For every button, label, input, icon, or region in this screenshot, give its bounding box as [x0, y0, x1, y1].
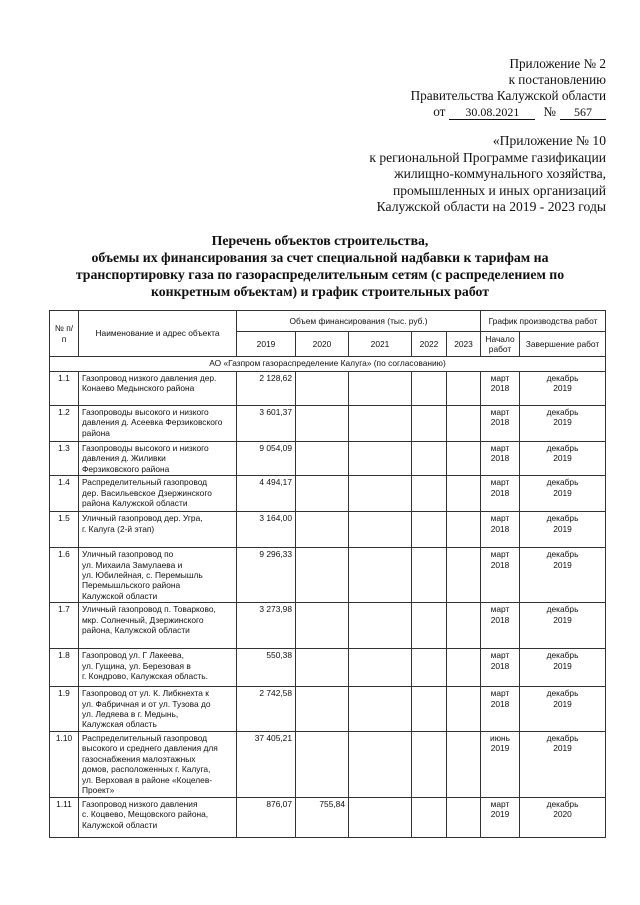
end-date [520, 476, 606, 512]
amount-2022 [412, 512, 447, 548]
row-number: 1.3 [50, 442, 79, 476]
amount-2023 [447, 797, 481, 837]
amount-2020 [296, 406, 349, 442]
start-date [481, 548, 520, 603]
object-name-line: с. Коцвево, Мещовского района, [82, 809, 209, 820]
amount-2020 [296, 512, 349, 548]
amount-2021 [349, 476, 412, 512]
table-row [50, 442, 606, 476]
start-date [481, 442, 520, 476]
amount-2019: 876,07 [237, 797, 296, 837]
amount-2022 [412, 687, 447, 732]
end-date-part: 2019 [553, 614, 572, 625]
end-date-part: декабрь [546, 407, 579, 417]
appendix-10-block [330, 133, 606, 216]
object-name [79, 512, 237, 548]
amount-2023 [447, 476, 481, 512]
start-date-part: 2018 [490, 523, 510, 534]
decree-date: 30.08.2021 [449, 106, 535, 120]
object-name [79, 548, 237, 603]
start-date-part: март [490, 373, 510, 383]
row-number: 1.7 [50, 603, 79, 649]
object-name-line: Газопровод от ул. К. Либкнехта к [82, 688, 209, 699]
end-date-part: декабрь [546, 373, 579, 383]
title-line: Перечень объектов строительства, [211, 233, 429, 248]
amount-2021 [349, 548, 412, 603]
header-year-2021: 2021 [349, 332, 412, 357]
end-date-part: 2020 [553, 809, 572, 820]
amount-2021 [349, 372, 412, 406]
object-name-line: ул. Гущина, ул. Березовая в [82, 660, 191, 671]
amount-2022 [412, 548, 447, 603]
amount-2023 [447, 512, 481, 548]
header-year-2019: 2019 [237, 332, 296, 357]
amount-2020 [296, 731, 349, 797]
start-date [481, 649, 520, 687]
header-year-2023: 2023 [447, 332, 481, 357]
end-date [520, 731, 606, 797]
end-date [520, 687, 606, 732]
object-name-line: Газопровод низкого давления [82, 798, 198, 809]
table-row [50, 512, 606, 548]
appendix-2-date-line [400, 104, 606, 120]
object-name-line: ул. Верховая в районе «Коцелев- [82, 774, 213, 785]
object-name-line: района Калужской области [82, 498, 188, 509]
appendix-10-line: жилищно-коммунального хозяйства, [394, 166, 606, 182]
end-date [520, 603, 606, 649]
amount-2023 [447, 603, 481, 649]
end-date [520, 797, 606, 837]
number-label: № [543, 104, 556, 119]
start-date-part: март [490, 604, 510, 615]
object-name-line: г. Кондрово, Калужская область. [82, 671, 208, 682]
object-name-line: ул. Фабричная и от ул. Тузова до [82, 698, 211, 709]
end-date-part: декабрь [546, 513, 579, 524]
end-date [520, 548, 606, 603]
object-name-line: ул. Юбилейная, с. Перемышль [82, 570, 203, 581]
amount-2021 [349, 649, 412, 687]
table-row [50, 649, 606, 687]
amount-2021 [349, 603, 412, 649]
row-number: 1.10 [50, 731, 79, 797]
object-name-line: Газопровод низкого давления дер. [82, 373, 217, 383]
amount-2021 [349, 512, 412, 548]
amount-2020 [296, 687, 349, 732]
start-date-part: 2019 [490, 809, 510, 820]
amount-2020 [296, 548, 349, 603]
end-date [520, 649, 606, 687]
amount-2022 [412, 406, 447, 442]
start-date-part: 2018 [490, 487, 510, 498]
end-date [520, 512, 606, 548]
start-date-part: 2018 [490, 698, 510, 709]
appendix-10-line: Калужской области на 2019 - 2023 годы [376, 199, 606, 215]
amount-2019: 2 128,62 [237, 372, 296, 406]
end-date [520, 442, 606, 476]
start-date [481, 372, 520, 406]
object-name-line: Калужской области [82, 590, 158, 601]
end-date-part: декабрь [546, 443, 579, 453]
amount-2021 [349, 797, 412, 837]
amount-2019: 2 742,58 [237, 687, 296, 732]
end-date-part: 2019 [553, 487, 572, 498]
amount-2023 [447, 548, 481, 603]
appendix-10-line: промышленных и иных организаций [392, 182, 606, 198]
table-row [50, 548, 606, 603]
end-date-part: 2019 [553, 523, 572, 534]
object-name-line: Распределительный газопровод [82, 732, 208, 743]
row-number: 1.8 [50, 649, 79, 687]
amount-2020: 755,84 [296, 797, 349, 837]
end-date-part: декабрь [546, 477, 579, 488]
start-date [481, 687, 520, 732]
end-date-part: 2019 [553, 453, 572, 464]
start-date-part: март [490, 513, 510, 524]
table-row [50, 687, 606, 732]
object-name-line: домов, расположенных г. Калуга, [82, 764, 211, 775]
object-name-line: района [82, 427, 110, 438]
amount-2023 [447, 649, 481, 687]
end-date-part: 2019 [553, 698, 572, 709]
object-name [79, 731, 237, 797]
header-volume: Объем финансирования (тыс. руб.) [237, 311, 481, 332]
object-name-line: высокого и среднего давления для [82, 743, 218, 754]
row-number: 1.1 [50, 372, 79, 406]
amount-2019: 550,38 [237, 649, 296, 687]
amount-2023 [447, 442, 481, 476]
appendix-2-line2: к постановлению [508, 72, 606, 87]
start-date [481, 406, 520, 442]
end-date-part: 2019 [553, 660, 572, 671]
appendix-10-line: к региональной Программе газификации [369, 149, 606, 165]
amount-2023 [447, 731, 481, 797]
end-date [520, 372, 606, 406]
start-date-part: март [490, 549, 510, 560]
object-name [79, 649, 237, 687]
amount-2019: 3 601,37 [237, 406, 296, 442]
object-name-line: ул. Михаила Замулаева и [82, 559, 183, 570]
end-date-part: декабрь [546, 650, 579, 661]
amount-2022 [412, 476, 447, 512]
end-date-part: 2019 [553, 417, 572, 428]
amount-2019: 4 494,17 [237, 476, 296, 512]
amount-2021 [349, 687, 412, 732]
start-date-part: март [490, 407, 510, 417]
header-num: № п/п [50, 311, 79, 357]
end-date [520, 406, 606, 442]
object-name-line: Калужской области [82, 819, 158, 830]
row-number: 1.2 [50, 406, 79, 442]
object-name-line: Газопроводы высокого и низкого [82, 407, 209, 417]
start-date [481, 731, 520, 797]
header-name: Наименование и адрес объекта [79, 311, 237, 357]
row-number: 1.4 [50, 476, 79, 512]
start-date-part: март [490, 798, 510, 809]
end-date-part: 2019 [553, 559, 572, 570]
object-name [79, 687, 237, 732]
object-name [79, 797, 237, 837]
header-end: Завершение работ [520, 332, 606, 357]
table-row [50, 476, 606, 512]
object-name-line: ул. Ледяева в г. Медынь, [82, 709, 179, 720]
object-name-line: газоснабжения малоэтажных [82, 753, 196, 764]
header-schedule: График производства работ [481, 311, 606, 332]
amount-2020 [296, 649, 349, 687]
end-date-part: декабрь [546, 798, 579, 809]
start-date [481, 797, 520, 837]
row-number: 1.5 [50, 512, 79, 548]
table-row [50, 406, 606, 442]
start-date [481, 603, 520, 649]
object-name-line: дер. Васильевское Дзержинского [82, 487, 212, 498]
object-name-line: Распределительный газопровод [82, 477, 208, 488]
row-number: 1.6 [50, 548, 79, 603]
object-name-line: Перемышльского района [82, 580, 181, 591]
object-name-line: Уличный газопровод по [82, 549, 174, 560]
object-name [79, 476, 237, 512]
end-date-part: 2019 [553, 743, 572, 754]
row-number: 1.11 [50, 797, 79, 837]
object-name [79, 372, 237, 406]
object-name-line: давления д. Асеевка Ферзиковского [82, 417, 223, 428]
start-date-part: июнь [490, 732, 510, 743]
object-name-line: Конаево Медынского района [82, 383, 195, 394]
object-name-line: Проект» [82, 784, 115, 795]
start-date-part: март [490, 477, 510, 488]
object-name-line: района, Калужской области [82, 625, 190, 636]
organization-row: АО «Газпром газораспределение Калуга» (по согласованию) [50, 357, 606, 372]
amount-2022 [412, 649, 447, 687]
title-line: транспортировку газа по газораспределительным сетям (с распределением по [75, 267, 565, 282]
start-date-part: 2019 [490, 743, 510, 754]
appendix-10-line: «Приложение № 10 [492, 133, 606, 148]
start-date [481, 476, 520, 512]
amount-2023 [447, 687, 481, 732]
start-date [481, 512, 520, 548]
header-year-2022: 2022 [412, 332, 447, 357]
object-name-line: Калужская область [82, 719, 157, 730]
table-row [50, 731, 606, 797]
amount-2023 [447, 372, 481, 406]
amount-2019: 9 296,33 [237, 548, 296, 603]
object-name [79, 603, 237, 649]
object-name [79, 406, 237, 442]
start-date-part: 2018 [490, 559, 510, 570]
header-start: Начало работ [481, 332, 520, 357]
amount-2020 [296, 442, 349, 476]
object-name-line: Ферзиковского района [82, 463, 170, 474]
end-date-part: декабрь [546, 688, 579, 699]
start-date-part: март [490, 443, 510, 453]
object-name-line: Уличный газопровод дер. Угра, [82, 513, 203, 524]
amount-2020 [296, 603, 349, 649]
amount-2021 [349, 406, 412, 442]
object-name-line: Уличный газопровод п. Товарково, [82, 604, 216, 615]
decree-number: 567 [560, 106, 606, 120]
amount-2022 [412, 603, 447, 649]
start-date-part: 2018 [490, 614, 510, 625]
row-number: 1.9 [50, 687, 79, 732]
amount-2019: 3 273,98 [237, 603, 296, 649]
object-name [79, 442, 237, 476]
appendix-2-block [400, 56, 606, 120]
amount-2021 [349, 731, 412, 797]
title-line: объемы их финансирования за счет специальной надбавки к тарифам на [91, 250, 549, 265]
end-date-part: декабрь [546, 732, 579, 743]
amount-2020 [296, 476, 349, 512]
start-date-part: март [490, 688, 510, 699]
start-date-part: 2018 [490, 417, 510, 428]
from-label: от [433, 104, 446, 119]
amount-2022 [412, 731, 447, 797]
amount-2019: 37 405,21 [237, 731, 296, 797]
amount-2019: 3 164,00 [237, 512, 296, 548]
appendix-2-title: Приложение № 2 [509, 56, 606, 71]
amount-2022 [412, 372, 447, 406]
title-line: конкретным объектам) и график строительных работ [150, 284, 490, 299]
start-date-part: март [490, 650, 510, 661]
start-date-part: 2018 [490, 383, 510, 394]
end-date-part: декабрь [546, 604, 579, 615]
object-name-line: Газопроводы высокого и низкого [82, 443, 209, 453]
amount-2022 [412, 797, 447, 837]
object-name-line: мкр. Солнечный, Дзержинского [82, 614, 204, 625]
appendix-2-line3: Правительства Калужской области [410, 88, 606, 103]
document-title [60, 232, 580, 300]
amount-2019: 9 054,09 [237, 442, 296, 476]
amount-2020 [296, 372, 349, 406]
header-year-2020: 2020 [296, 332, 349, 357]
object-name-line: г. Калуга (2-й этап) [82, 523, 155, 534]
object-name-line: давления д. Жиливки [82, 453, 166, 464]
amount-2023 [447, 406, 481, 442]
amount-2022 [412, 442, 447, 476]
object-name-line: Газопровод ул. Г Лакеева, [82, 650, 184, 661]
construction-table [49, 310, 606, 838]
table-row [50, 372, 606, 406]
start-date-part: 2018 [490, 660, 510, 671]
table-row [50, 797, 606, 837]
amount-2021 [349, 442, 412, 476]
table-row [50, 603, 606, 649]
end-date-part: 2019 [553, 383, 572, 394]
start-date-part: 2018 [490, 453, 510, 464]
end-date-part: декабрь [546, 549, 579, 560]
